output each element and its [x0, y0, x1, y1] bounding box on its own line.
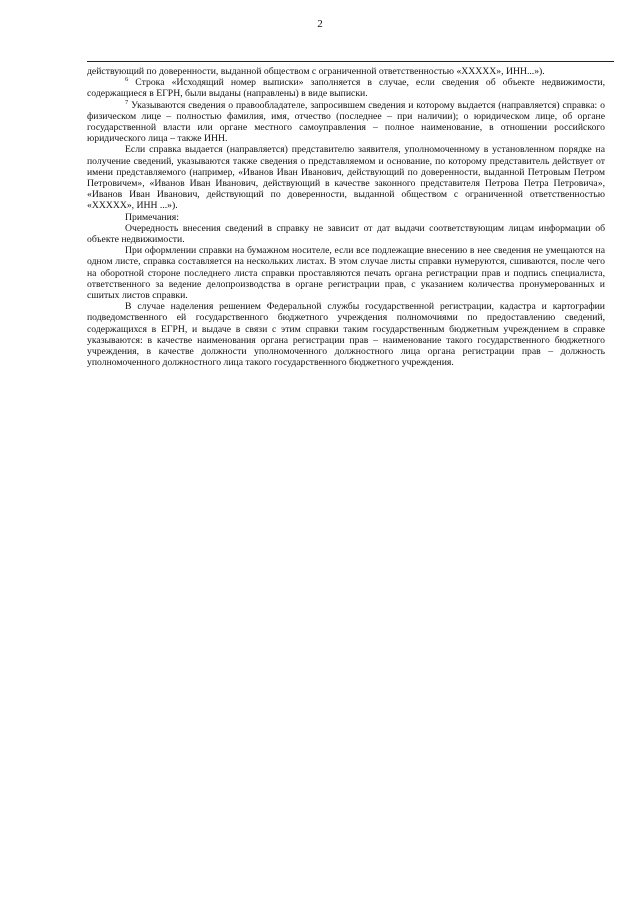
footnote-marker: 7: [125, 98, 129, 106]
paragraph-budget-institution: [87, 301, 605, 368]
paragraph-continuation: [87, 66, 605, 77]
footnote-6: [87, 77, 605, 99]
paragraph-order: [87, 223, 605, 245]
paragraph-text: Строка «Исходящий номер выписки» заполняется в случае, если сведения об объекте недвижимости, содержащиеся в ЕГРН, были выданы (направлены) в виде выписки.: [87, 77, 605, 100]
paragraph-text: действующий по доверенности, выданной обществом с ограниченной ответственностью «ХХХХХ», ИНН...»).: [87, 66, 545, 77]
footnote-marker: 6: [125, 75, 129, 83]
paragraph-text: При оформлении справки на бумажном носителе, если все подлежащие внесению в нее сведения не умещаются на одном листе, справка составляется на нескольких листах. В этом случае листы справки нумеруются, сшиваются, после чего на оборотной стороне последнего листа справки проставляются печать органа регистрации прав и подпись специалиста, ответственного за ведение делопроизводства в органе регистрации прав, с указанием количества пронумерованных и сшитых листов справки.: [87, 245, 605, 302]
paragraph-paper-format: [87, 245, 605, 301]
paragraph-text: Указываются сведения о правообладателе, запросившем сведения и которому выдается (направляется) справка: о физическом лице – полностью фамилия, имя, отчество (последнее – при наличии); о юридическом лице, об органе государственной власти или органе местного самоуправления – полное наименование, в отношении российского юридического лица – также ИНН.: [87, 99, 605, 145]
paragraph-text: Если справка выдается (направляется) представителю заявителя, уполномоченному в установленном порядке на получение сведений, указываются также сведения о представляемом и основание, по которому представитель действует от имени представляемого (например, «Иванов Иван Иванович, действующий по доверенности, выданной Петровым Петром Петровичем», «Иванов Иван Иванович, действующий в качестве законного представителя Петрова Петра Петровича», «Иванов Иван Иванович, действующий по доверенности, выданной обществом с ограниченной ответственностью «ХХХХХ», ИНН ...»).: [87, 144, 605, 212]
document-body: [87, 66, 605, 368]
footnote-separator-line: [87, 61, 614, 62]
footnote-7: [87, 100, 605, 145]
paragraph-text: Очередность внесения сведений в справку не зависит от дат выдачи соответствующим лицам информации об объекте недвижимости.: [87, 222, 605, 246]
notes-heading: [87, 212, 605, 223]
paragraph-text: В случае наделения решением Федеральной службы государственной регистрации, кадастра и картографии подведомственного ей государственного бюджетного учреждения полномочиями по предоставлению сведений, содержащихся в ЕГРН, и выдаче в связи с этим справки таким государственным бюджетным учреждением в справке указываются: в качестве наименования органа регистрации прав – наименование такого государственного бюджетного учреждения, в качестве должности уполномоченного должностного лица органа регистрации прав – должность уполномоченного должностного лица такого государственного бюджетного учреждения.: [87, 301, 605, 369]
paragraph-representative: [87, 144, 605, 211]
page-number: 2: [317, 18, 323, 30]
paragraph-text: Примечания:: [125, 211, 179, 223]
